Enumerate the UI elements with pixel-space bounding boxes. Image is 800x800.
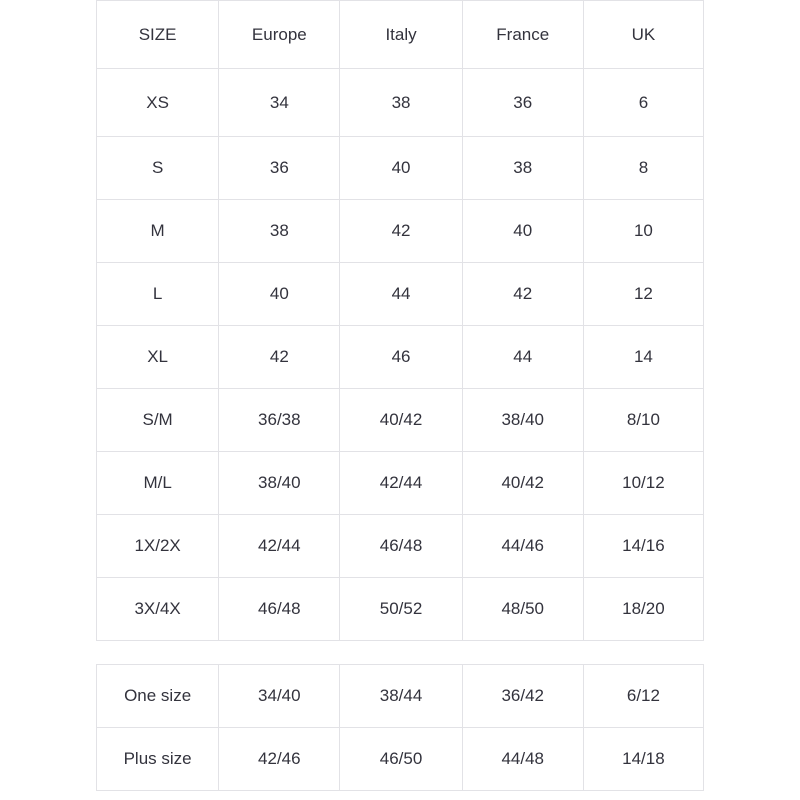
cell-italy: 46 bbox=[340, 326, 462, 389]
cell-europe: 36 bbox=[219, 137, 340, 200]
cell-europe: 34/40 bbox=[219, 665, 340, 728]
cell-italy: 44 bbox=[340, 263, 462, 326]
table-row bbox=[97, 263, 704, 326]
table-row bbox=[97, 515, 704, 578]
column-header-size: SIZE bbox=[97, 1, 219, 69]
row-label: Plus size bbox=[97, 728, 219, 791]
table-row bbox=[97, 578, 704, 641]
row-label: 3X/4X bbox=[97, 578, 219, 641]
cell-italy: 50/52 bbox=[340, 578, 462, 641]
cell-europe: 42 bbox=[219, 326, 340, 389]
cell-europe: 46/48 bbox=[219, 578, 340, 641]
row-label: S bbox=[97, 137, 219, 200]
cell-italy: 42 bbox=[340, 200, 462, 263]
cell-italy: 40 bbox=[340, 137, 462, 200]
cell-uk: 8/10 bbox=[583, 389, 703, 452]
row-label: XL bbox=[97, 326, 219, 389]
cell-france: 38 bbox=[462, 137, 583, 200]
cell-europe: 38/40 bbox=[219, 452, 340, 515]
cell-uk: 10 bbox=[583, 200, 703, 263]
cell-uk: 14/18 bbox=[583, 728, 703, 791]
table-row bbox=[97, 69, 704, 137]
cell-italy: 38/44 bbox=[340, 665, 462, 728]
cell-france: 36 bbox=[462, 69, 583, 137]
cell-france: 42 bbox=[462, 263, 583, 326]
table-row bbox=[97, 452, 704, 515]
cell-italy: 38 bbox=[340, 69, 462, 137]
cell-europe: 38 bbox=[219, 200, 340, 263]
cell-europe: 34 bbox=[219, 69, 340, 137]
cell-italy: 46/48 bbox=[340, 515, 462, 578]
column-header-italy: Italy bbox=[340, 1, 462, 69]
table-row bbox=[97, 728, 704, 791]
cell-europe: 36/38 bbox=[219, 389, 340, 452]
cell-uk: 12 bbox=[583, 263, 703, 326]
cell-uk: 8 bbox=[583, 137, 703, 200]
cell-uk: 14 bbox=[583, 326, 703, 389]
cell-italy: 42/44 bbox=[340, 452, 462, 515]
row-label: M bbox=[97, 200, 219, 263]
cell-europe: 42/46 bbox=[219, 728, 340, 791]
cell-france: 48/50 bbox=[462, 578, 583, 641]
cell-uk: 10/12 bbox=[583, 452, 703, 515]
row-label: S/M bbox=[97, 389, 219, 452]
cell-france: 40 bbox=[462, 200, 583, 263]
table-header-row bbox=[97, 1, 704, 69]
row-label: XS bbox=[97, 69, 219, 137]
row-label: 1X/2X bbox=[97, 515, 219, 578]
cell-uk: 6/12 bbox=[583, 665, 703, 728]
cell-france: 44/48 bbox=[462, 728, 583, 791]
table-row bbox=[97, 137, 704, 200]
cell-france: 44/46 bbox=[462, 515, 583, 578]
row-label: One size bbox=[97, 665, 219, 728]
cell-europe: 42/44 bbox=[219, 515, 340, 578]
cell-uk: 6 bbox=[583, 69, 703, 137]
cell-france: 38/40 bbox=[462, 389, 583, 452]
column-header-france: France bbox=[462, 1, 583, 69]
table-row bbox=[97, 665, 704, 728]
cell-italy: 46/50 bbox=[340, 728, 462, 791]
cell-europe: 40 bbox=[219, 263, 340, 326]
row-label: M/L bbox=[97, 452, 219, 515]
row-label: L bbox=[97, 263, 219, 326]
cell-italy: 40/42 bbox=[340, 389, 462, 452]
table-row bbox=[97, 326, 704, 389]
cell-uk: 14/16 bbox=[583, 515, 703, 578]
column-header-uk: UK bbox=[583, 1, 703, 69]
size-conversion-table bbox=[96, 0, 704, 641]
table-row bbox=[97, 389, 704, 452]
cell-france: 44 bbox=[462, 326, 583, 389]
one-size-table-container bbox=[96, 664, 704, 791]
cell-france: 36/42 bbox=[462, 665, 583, 728]
one-size-table bbox=[96, 664, 704, 791]
size-conversion-table-container bbox=[96, 0, 704, 641]
table-row bbox=[97, 200, 704, 263]
cell-france: 40/42 bbox=[462, 452, 583, 515]
column-header-europe: Europe bbox=[219, 1, 340, 69]
cell-uk: 18/20 bbox=[583, 578, 703, 641]
